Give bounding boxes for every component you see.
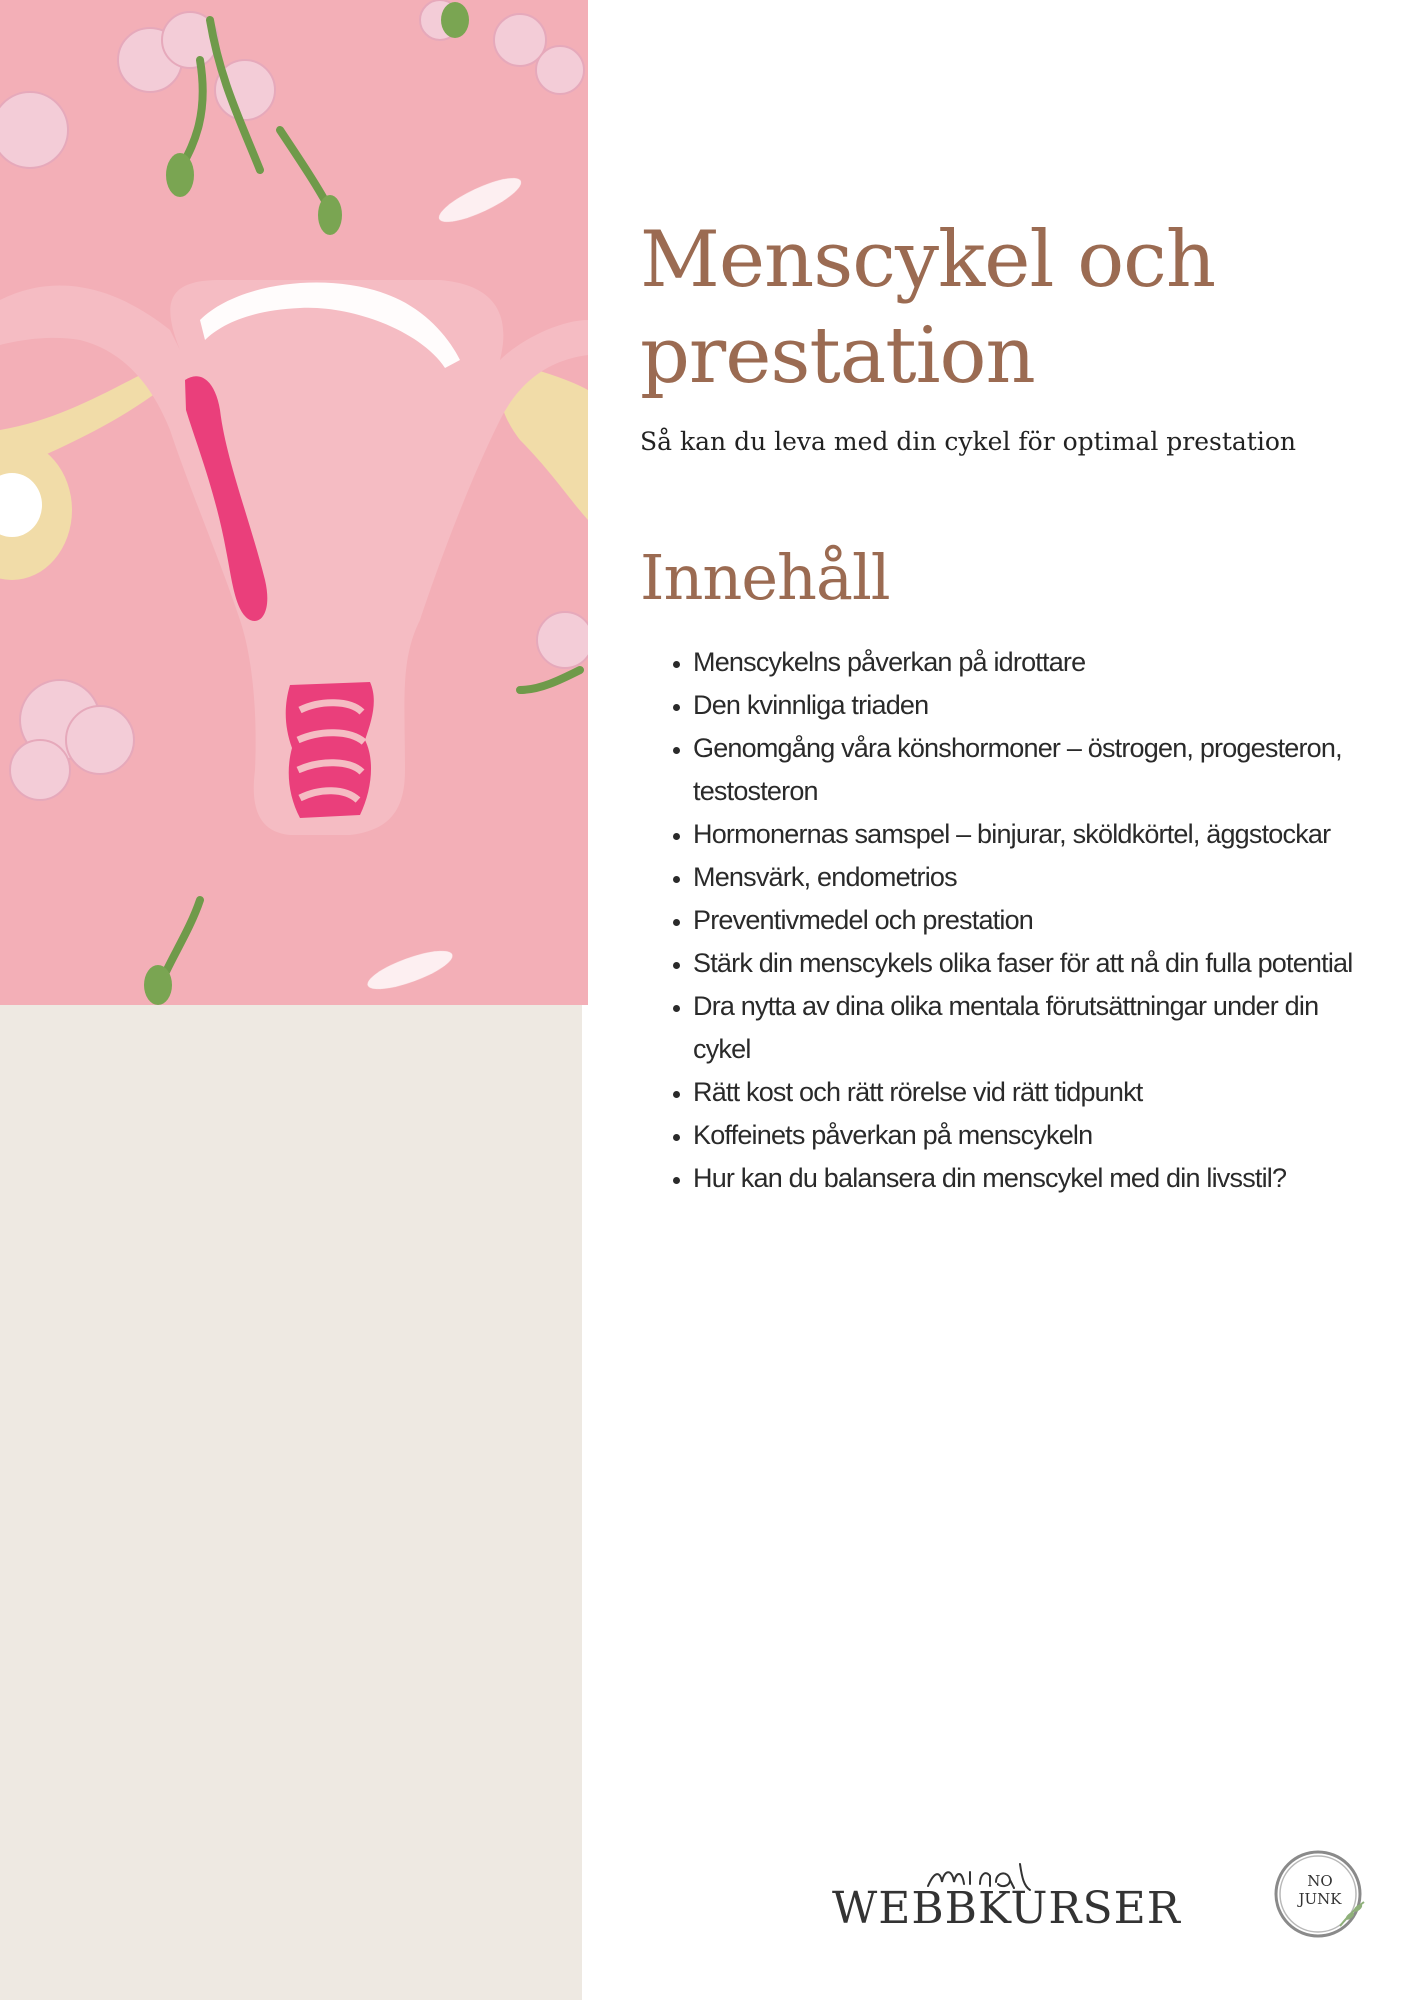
no-junk-badge-icon (1270, 1846, 1370, 1946)
list-item: • Den kvinnliga triaden (693, 684, 1375, 727)
list-item: • Dra nytta av dina olika mentala förutsättningar under din cykel (693, 985, 1375, 1071)
list-item: • Rätt kost och rätt rörelse vid rätt tidpunkt (693, 1071, 1375, 1114)
brand-name: WEBBKURSER (832, 1883, 1181, 1934)
list-item: • Koffeinets påverkan på menscykeln (693, 1114, 1375, 1157)
list-item: • Preventivmedel och prestation (693, 899, 1375, 942)
list-item: • Stärk din menscykels olika faser för att nå din fulla potential (693, 942, 1375, 985)
page-title: Menscykel och prestation (640, 215, 1216, 401)
list-item: • Mensvärk, endometrios (693, 856, 1375, 899)
list-item: • Genomgång våra könshormoner – östrogen, progesteron, testosteron (693, 727, 1375, 813)
brand-logo (832, 1852, 1181, 1934)
list-item: • Hormonernas samspel – binjurar, sköldkörtel, äggstockar (693, 813, 1375, 856)
contents-heading: Innehåll (640, 541, 890, 614)
uterus-paper-cutout-image (0, 0, 588, 1005)
svg-text:mina: mina (924, 1852, 927, 1853)
list-item: • Menscykelns påverkan på idrottare (693, 641, 1375, 684)
badge-line-2: JUNK (1298, 1890, 1342, 1908)
list-item: • Hur kan du balansera din menscykel med din livsstil? (693, 1157, 1375, 1200)
contents-list (640, 641, 1375, 1200)
badge-label (1270, 1872, 1370, 1908)
badge-line-1: NO (1307, 1872, 1333, 1890)
page-subtitle: Så kan du leva med din cykel för optimal prestation (640, 427, 1296, 456)
